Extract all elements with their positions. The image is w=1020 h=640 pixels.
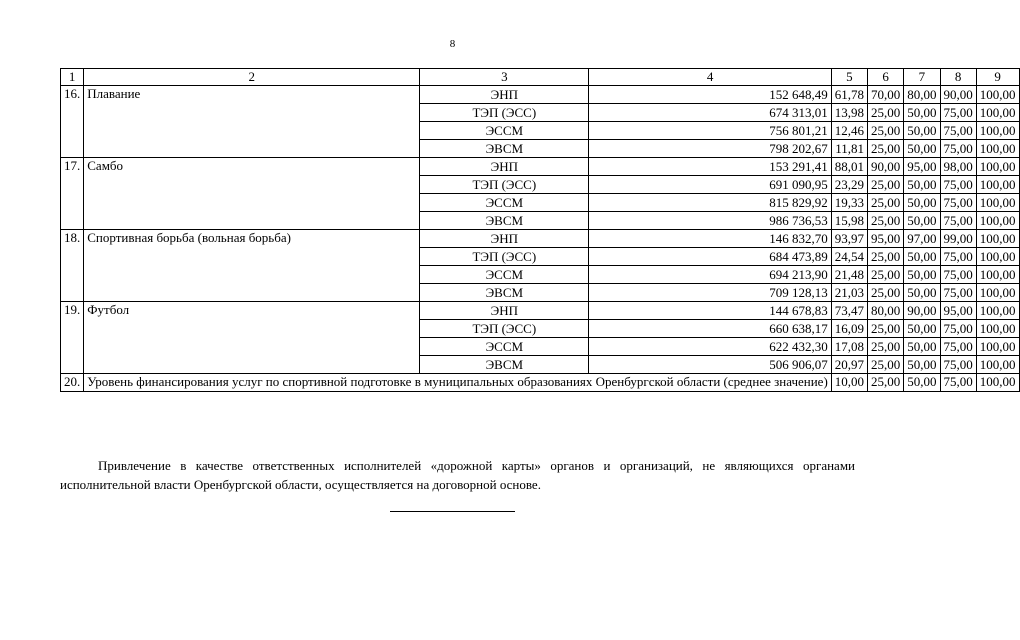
amount-cell: 674 313,01 [589, 104, 831, 122]
cell-col9: 100,00 [976, 338, 1019, 356]
cell-col7: 50,00 [904, 266, 940, 284]
table-row [61, 230, 1020, 248]
cell-col9: 100,00 [976, 284, 1019, 302]
cell-col9: 100,00 [976, 86, 1019, 104]
column-header: 2 [84, 69, 420, 86]
cell-col9: 100,00 [976, 194, 1019, 212]
cell-col9: 100,00 [976, 302, 1019, 320]
cell-col7: 50,00 [904, 212, 940, 230]
cell-col7: 50,00 [904, 194, 940, 212]
cell-col5: 15,98 [831, 212, 867, 230]
cell-col6: 25,00 [868, 266, 904, 284]
stage-cell: ЭССМ [420, 122, 589, 140]
amount-cell: 756 801,21 [589, 122, 831, 140]
cell-col6: 25,00 [868, 248, 904, 266]
data-table [60, 68, 1020, 392]
cell-col5: 73,47 [831, 302, 867, 320]
amount-cell: 691 090,95 [589, 176, 831, 194]
cell-col8: 75,00 [940, 194, 976, 212]
cell-col7: 95,00 [904, 158, 940, 176]
cell-col8: 75,00 [940, 338, 976, 356]
cell-col8: 75,00 [940, 140, 976, 158]
column-header: 5 [831, 69, 867, 86]
cell-col5: 13,98 [831, 104, 867, 122]
amount-cell: 146 832,70 [589, 230, 831, 248]
cell-col7: 50,00 [904, 248, 940, 266]
cell-col6: 25,00 [868, 104, 904, 122]
stage-cell: ЭССМ [420, 266, 589, 284]
row-number: 17. [61, 158, 84, 230]
cell-col7: 50,00 [904, 374, 940, 392]
column-header: 9 [976, 69, 1019, 86]
stage-cell: ЭВСМ [420, 284, 589, 302]
column-header: 4 [589, 69, 831, 86]
cell-col5: 16,09 [831, 320, 867, 338]
row-number: 18. [61, 230, 84, 302]
column-header: 7 [904, 69, 940, 86]
cell-col9: 100,00 [976, 266, 1019, 284]
stage-cell: ЭВСМ [420, 356, 589, 374]
cell-col5: 17,08 [831, 338, 867, 356]
amount-cell: 660 638,17 [589, 320, 831, 338]
cell-col7: 50,00 [904, 338, 940, 356]
cell-col8: 75,00 [940, 266, 976, 284]
sport-name: Плавание [84, 86, 420, 158]
cell-col9: 100,00 [976, 230, 1019, 248]
amount-cell: 152 648,49 [589, 86, 831, 104]
cell-col6: 25,00 [868, 320, 904, 338]
column-header: 8 [940, 69, 976, 86]
stage-cell: ЭНП [420, 302, 589, 320]
stage-cell: ЭВСМ [420, 212, 589, 230]
cell-col7: 50,00 [904, 140, 940, 158]
cell-col8: 75,00 [940, 212, 976, 230]
stage-cell: ЭССМ [420, 338, 589, 356]
cell-col7: 50,00 [904, 176, 940, 194]
column-header: 1 [61, 69, 84, 86]
row-number: 16. [61, 86, 84, 158]
page-number: 8 [449, 38, 456, 50]
cell-col9: 100,00 [976, 374, 1019, 392]
column-header: 3 [420, 69, 589, 86]
cell-col6: 25,00 [868, 140, 904, 158]
note-paragraph: Привлечение в качестве ответственных исполнителей «дорожной карты» органов и организаций, не являющихся органами исполнительной власти Оренбургской области, осуществляется на договорной основе. [60, 458, 855, 492]
cell-col5: 23,29 [831, 176, 867, 194]
cell-col9: 100,00 [976, 320, 1019, 338]
stage-cell: ТЭП (ЭСС) [420, 176, 589, 194]
cell-col8: 98,00 [940, 158, 976, 176]
sport-name: Самбо [84, 158, 420, 230]
amount-cell: 153 291,41 [589, 158, 831, 176]
cell-col6: 25,00 [868, 356, 904, 374]
cell-col8: 75,00 [940, 356, 976, 374]
cell-col8: 75,00 [940, 122, 976, 140]
cell-col6: 25,00 [868, 374, 904, 392]
cell-col5: 93,97 [831, 230, 867, 248]
cell-col5: 11,81 [831, 140, 867, 158]
table-row [61, 158, 1020, 176]
header-row [61, 69, 1020, 86]
stage-cell: ЭВСМ [420, 140, 589, 158]
cell-col6: 25,00 [868, 338, 904, 356]
cell-col8: 99,00 [940, 230, 976, 248]
cell-col8: 75,00 [940, 176, 976, 194]
stage-cell: ТЭП (ЭСС) [420, 104, 589, 122]
cell-col6: 25,00 [868, 284, 904, 302]
cell-col7: 50,00 [904, 122, 940, 140]
amount-cell: 144 678,83 [589, 302, 831, 320]
cell-col8: 75,00 [940, 284, 976, 302]
stage-cell: ТЭП (ЭСС) [420, 248, 589, 266]
cell-col9: 100,00 [976, 176, 1019, 194]
sport-name: Спортивная борьба (вольная борьба) [84, 230, 420, 302]
row-number: 20. [61, 374, 84, 392]
cell-col7: 50,00 [904, 356, 940, 374]
cell-col6: 70,00 [868, 86, 904, 104]
amount-cell: 798 202,67 [589, 140, 831, 158]
amount-cell: 622 432,30 [589, 338, 831, 356]
amount-cell: 709 128,13 [589, 284, 831, 302]
amount-cell: 684 473,89 [589, 248, 831, 266]
cell-col5: 88,01 [831, 158, 867, 176]
cell-col6: 80,00 [868, 302, 904, 320]
stage-cell: ЭНП [420, 158, 589, 176]
total-row-label: Уровень финансирования услуг по спортивной подготовке в муниципальных образованиях Оренбургской области (среднее значение) [84, 374, 832, 392]
table-row [61, 302, 1020, 320]
table-body [61, 86, 1020, 392]
cell-col8: 90,00 [940, 86, 976, 104]
cell-col7: 50,00 [904, 320, 940, 338]
cell-col5: 24,54 [831, 248, 867, 266]
cell-col5: 21,03 [831, 284, 867, 302]
amount-cell: 694 213,90 [589, 266, 831, 284]
cell-col7: 50,00 [904, 104, 940, 122]
cell-col7: 50,00 [904, 284, 940, 302]
cell-col9: 100,00 [976, 140, 1019, 158]
cell-col7: 80,00 [904, 86, 940, 104]
cell-col9: 100,00 [976, 212, 1019, 230]
table-row-total [61, 374, 1020, 392]
cell-col8: 75,00 [940, 374, 976, 392]
cell-col8: 75,00 [940, 248, 976, 266]
column-header: 6 [868, 69, 904, 86]
amount-cell: 506 906,07 [589, 356, 831, 374]
separator-line [390, 511, 515, 512]
cell-col7: 97,00 [904, 230, 940, 248]
stage-cell: ЭНП [420, 230, 589, 248]
sport-name: Футбол [84, 302, 420, 374]
cell-col9: 100,00 [976, 104, 1019, 122]
cell-col5: 10,00 [831, 374, 867, 392]
amount-cell: 815 829,92 [589, 194, 831, 212]
stage-cell: ЭНП [420, 86, 589, 104]
row-number: 19. [61, 302, 84, 374]
cell-col9: 100,00 [976, 122, 1019, 140]
cell-col5: 19,33 [831, 194, 867, 212]
stage-cell: ТЭП (ЭСС) [420, 320, 589, 338]
cell-col5: 20,97 [831, 356, 867, 374]
cell-col8: 75,00 [940, 320, 976, 338]
cell-col9: 100,00 [976, 158, 1019, 176]
cell-col5: 61,78 [831, 86, 867, 104]
cell-col6: 25,00 [868, 176, 904, 194]
cell-col6: 25,00 [868, 212, 904, 230]
cell-col7: 90,00 [904, 302, 940, 320]
cell-col6: 95,00 [868, 230, 904, 248]
cell-col5: 21,48 [831, 266, 867, 284]
cell-col6: 90,00 [868, 158, 904, 176]
cell-col8: 75,00 [940, 104, 976, 122]
table-row [61, 86, 1020, 104]
cell-col6: 25,00 [868, 122, 904, 140]
cell-col9: 100,00 [976, 248, 1019, 266]
amount-cell: 986 736,53 [589, 212, 831, 230]
cell-col9: 100,00 [976, 356, 1019, 374]
cell-col6: 25,00 [868, 194, 904, 212]
cell-col8: 95,00 [940, 302, 976, 320]
stage-cell: ЭССМ [420, 194, 589, 212]
cell-col5: 12,46 [831, 122, 867, 140]
